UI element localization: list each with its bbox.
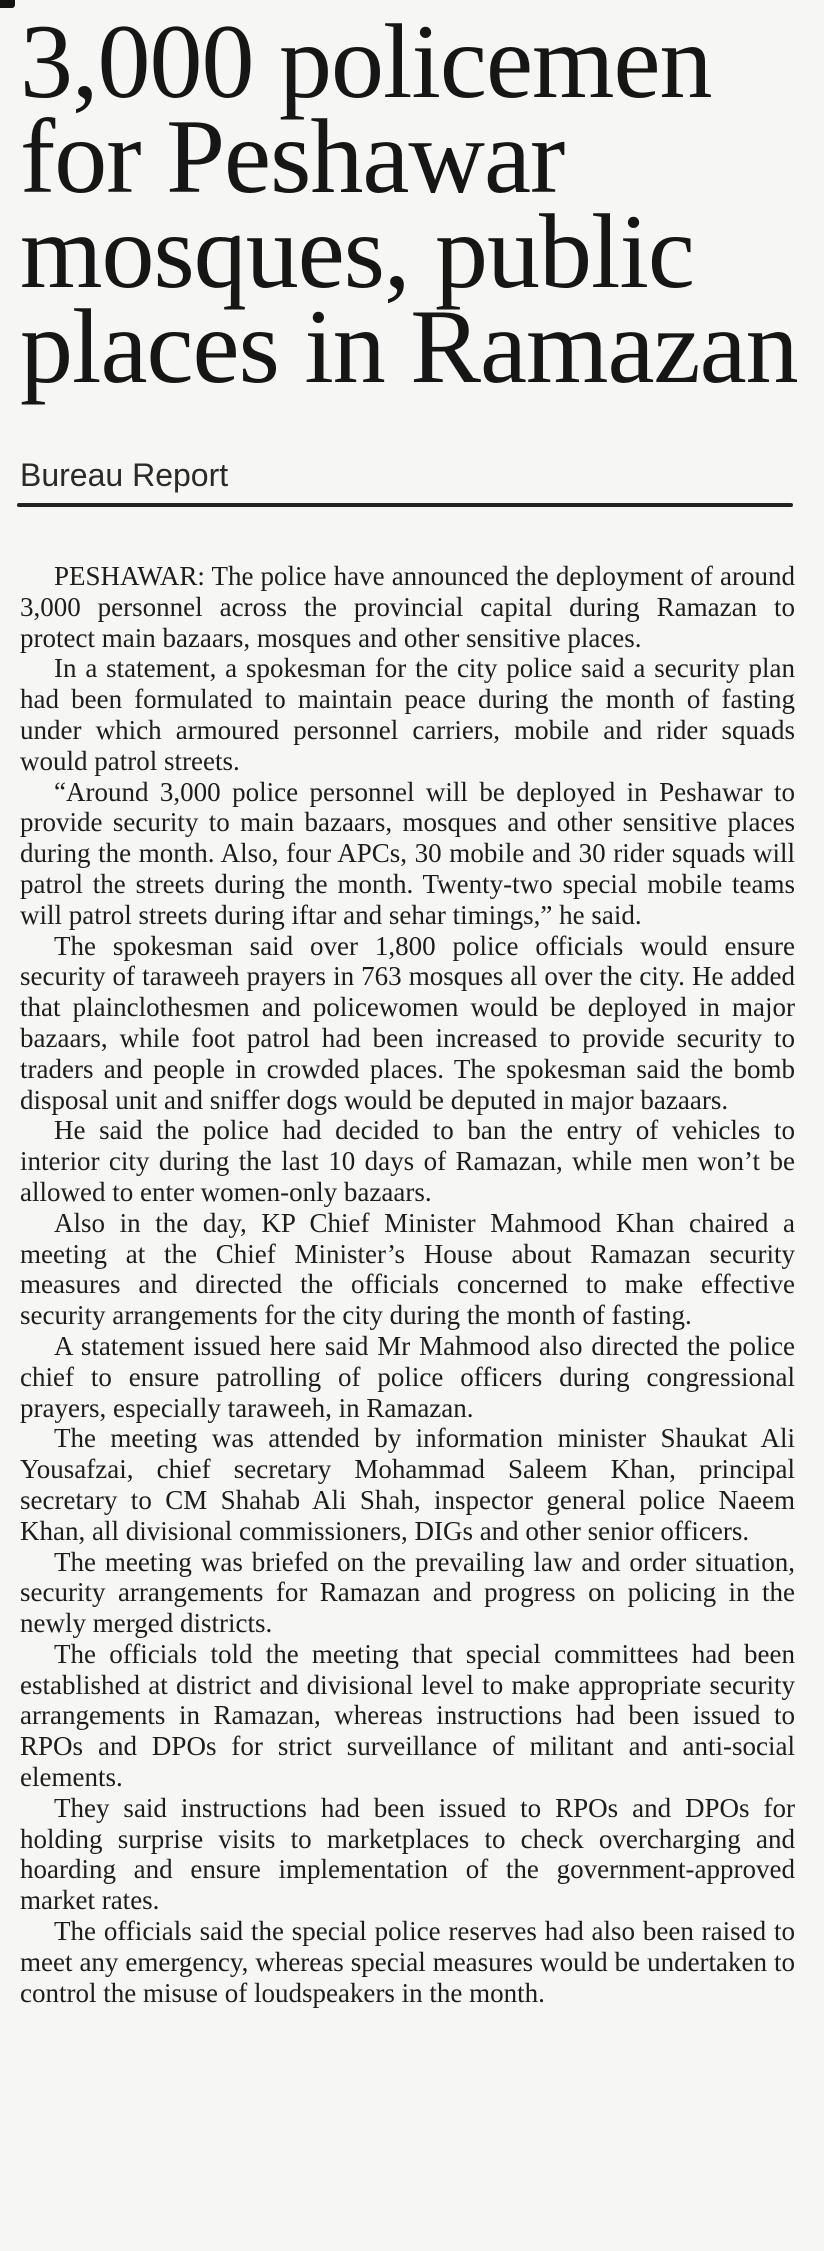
article-paragraph: The meeting was briefed on the prevailing law and order situation, security arrangements for Ramazan and progress on policing in the newly merged districts. [20,1546,795,1639]
article-paragraph: The spokesman said over 1,800 police officials would ensure security of taraweeh prayers in 763 mosques all over the city. He added that plainclothesmen and policewomen would be deployed in major bazaars, while foot patrol had been increased to provide security to traders and people in crowded places. The spokesman said the bomb disposal unit and sniffer dogs would be deputed in major bazaars. [20,930,795,1115]
scan-artifact-mark [0,0,15,8]
article-paragraph: A statement issued here said Mr Mahmood also directed the police chief to ensure patrolling of police officers during congressional prayers, especially taraweeh, in Ramazan. [20,1330,795,1423]
headline-line: 3,000 policemen [20,3,712,120]
article-paragraph: They said instructions had been issued to RPOs and DPOs for holding surprise visits to marketplaces to check overcharging and hoarding and ensure implementation of the government-approved market rates. [20,1792,795,1916]
article-paragraph: He said the police had decided to ban the entry of vehicles to interior city during the last 10 days of Ramazan, while men won’t be allowed to enter women-only bazaars. [20,1115,795,1207]
article-body [20,561,795,2008]
article-paragraph: In a statement, a spokesman for the city police said a security plan had been formulated to maintain peace during the month of fasting under which armoured personnel carriers, mobile and rider squads would patrol streets. [20,653,795,776]
headline-line: mosques, public [20,193,694,310]
article-paragraph: The officials said the special police reserves had also been raised to meet any emergency, whereas special measures would be undertaken to control the misuse of loudspeakers in the month. [20,1916,795,2008]
article-paragraph: The officials told the meeting that special committees had been established at district and divisional level to make appropriate security arrangements in Ramazan, whereas instructions had been issued to RPOs and DPOs for strict surveillance of militant and anti-social elements. [20,1638,795,1793]
article-byline: Bureau Report [20,457,229,493]
article-paragraph: PESHAWAR: The police have announced the deployment of around 3,000 personnel across the provincial capital during Ramazan to protect main bazaars, mosques and other sensitive places. [20,561,795,653]
article-paragraph: The meeting was attended by information minister Shaukat Ali Yousafzai, chief secretary Mohammad Saleem Khan, principal secretary to CM Shahab Ali Shah, inspector general police Naeem Khan, all divisional commissioners, DIGs and other senior officers. [20,1423,795,1546]
byline-divider-rule [17,503,793,507]
article-paragraph: Also in the day, KP Chief Minister Mahmood Khan chaired a meeting at the Chief Minister’s House about Ramazan security measures and directed the officials concerned to make effective security arrangements for the city during the month of fasting. [20,1207,795,1331]
headline-line: for Peshawar [20,98,565,215]
article-headline [20,3,798,405]
headline-line: places in Ramazan [20,288,798,405]
article-paragraph: “Around 3,000 police personnel will be deployed in Peshawar to provide security to main bazaars, mosques and other sensitive places during the month. Also, four APCs, 30 mobile and 30 rider squads will patrol the streets during the month. Twenty-two special mobile teams will patrol streets during iftar and sehar timings,” he said. [20,776,795,930]
